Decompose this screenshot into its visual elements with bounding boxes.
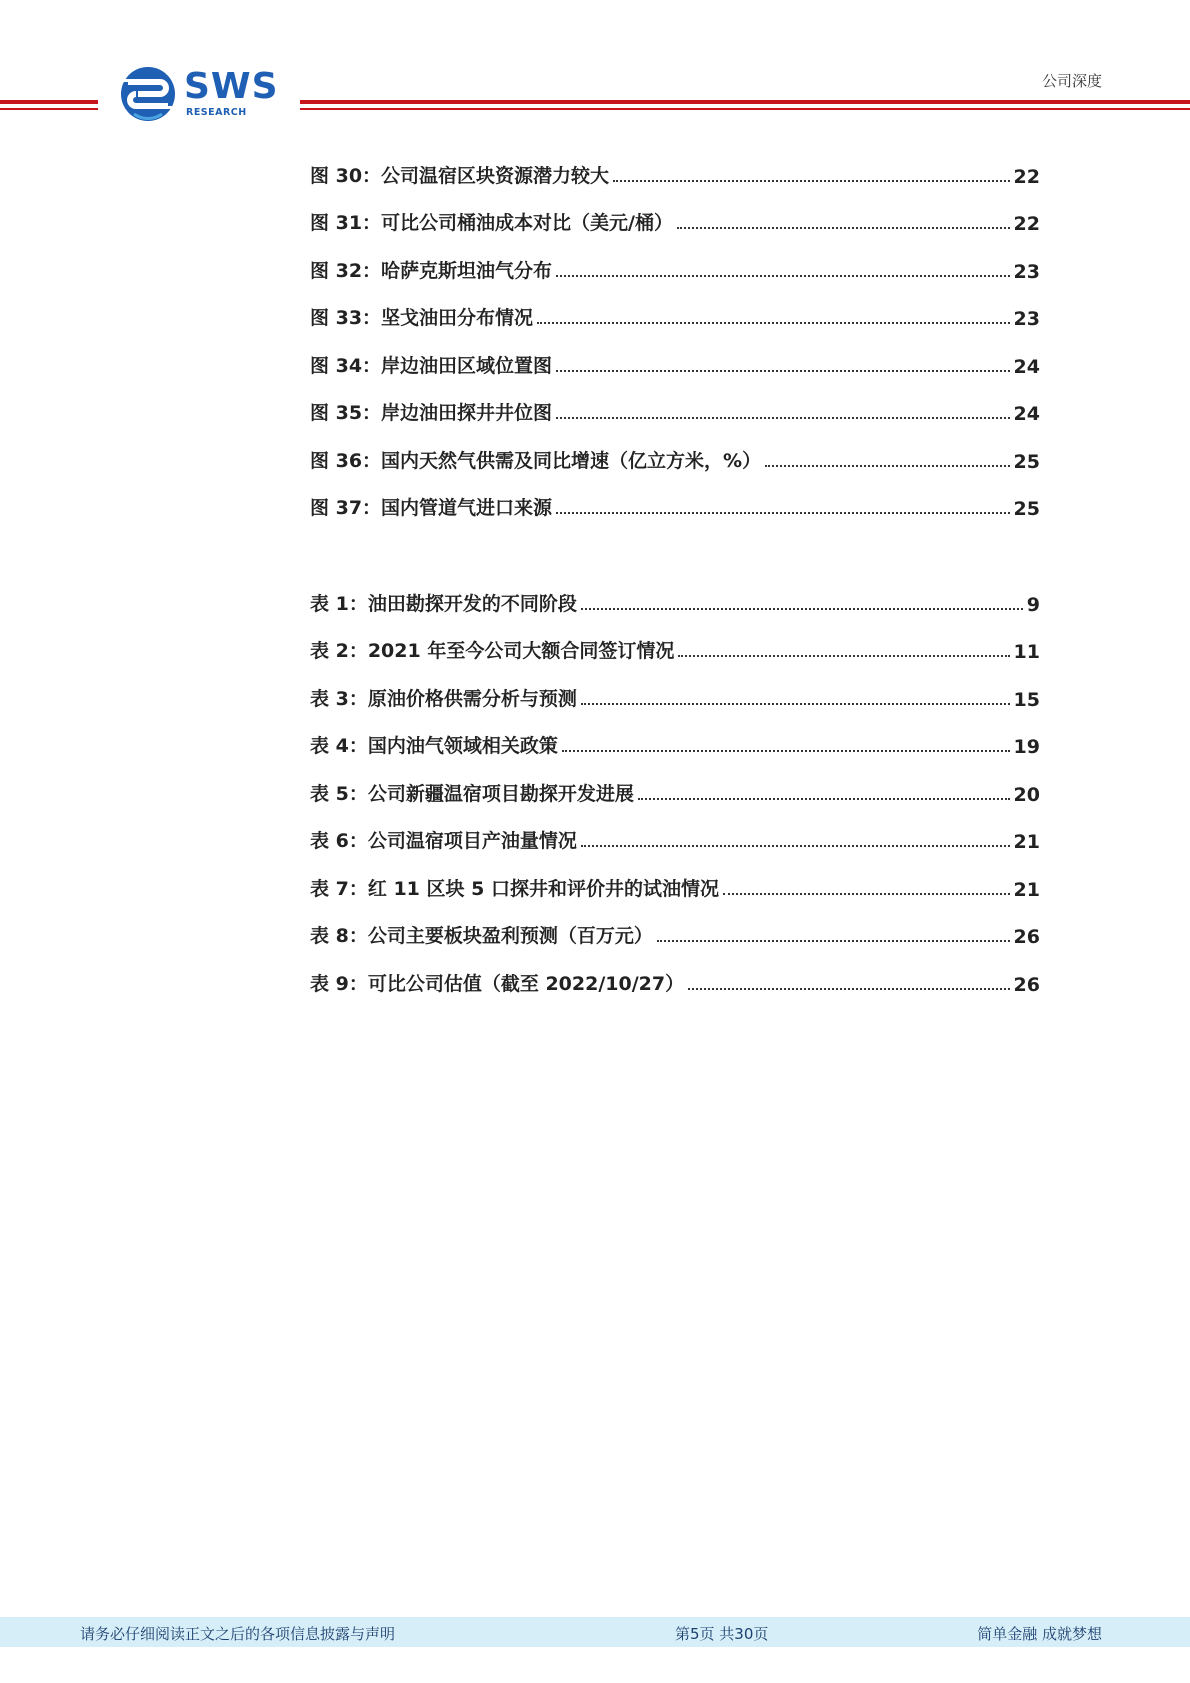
toc-dot-leader xyxy=(678,655,1009,657)
toc-dot-leader xyxy=(556,512,1009,514)
toc-entry-page: 9 xyxy=(1026,593,1040,616)
toc-entry-table-2[interactable] xyxy=(310,616,1040,664)
toc-dot-leader xyxy=(723,893,1010,895)
toc-entry-figure-30[interactable] xyxy=(310,140,1040,188)
toc-entry-table-9[interactable] xyxy=(310,948,1040,996)
toc-entry-label: 表 7：红 11 区块 5 口探井和评价井的试油情况 xyxy=(310,877,719,900)
header-rule-left xyxy=(0,100,98,104)
toc-entry-table-4[interactable] xyxy=(310,711,1040,759)
toc-dot-leader xyxy=(677,227,1010,229)
toc-entry-table-6[interactable] xyxy=(310,806,1040,854)
logo-subtext: RESEARCH xyxy=(186,107,247,118)
toc-dot-leader xyxy=(537,322,1009,324)
toc-entry-page: 24 xyxy=(1013,355,1040,378)
toc-entry-label: 表 3：原油价格供需分析与预测 xyxy=(310,687,577,710)
toc-entry-table-3[interactable] xyxy=(310,663,1040,711)
toc-entry-label: 表 6：公司温宿项目产油量情况 xyxy=(310,830,577,852)
logo-wordmark: SWS xyxy=(184,66,279,107)
toc-entry-page: 22 xyxy=(1013,213,1040,235)
toc-entry-label: 图 30：公司温宿区块资源潜力较大 xyxy=(310,164,610,187)
footer-slogan: 简单金融 成就梦想 xyxy=(977,1625,1102,1643)
toc-entry-label: 表 8：公司主要板块盈利预测（百万元） xyxy=(310,925,653,947)
sws-logo xyxy=(120,66,295,126)
toc-entry-page: 23 xyxy=(1013,308,1040,330)
header-rule-left-thin xyxy=(0,108,98,110)
toc-entry-page: 19 xyxy=(1013,736,1040,758)
toc-entry-page: 21 xyxy=(1013,878,1040,901)
footer-disclaimer: 请务必仔细阅读正文之后的各项信息披露与声明 xyxy=(80,1625,396,1643)
toc-entry-page: 24 xyxy=(1013,403,1040,425)
toc-entry-table-8[interactable] xyxy=(310,901,1040,949)
toc-dot-leader xyxy=(562,750,1010,752)
toc-entry-label: 表 5：公司新疆温宿项目勘探开发进展 xyxy=(310,782,634,805)
toc-entry-label: 表 1：油田勘探开发的不同阶段 xyxy=(310,592,577,615)
toc-dot-leader xyxy=(638,798,1010,800)
toc-dot-leader xyxy=(688,988,1009,990)
sws-logo-icon xyxy=(120,66,176,122)
toc-entry-label: 表 4：国内油气领域相关政策 xyxy=(310,735,558,757)
toc-dot-leader xyxy=(765,465,1009,467)
toc-entry-table-7[interactable] xyxy=(310,853,1040,901)
toc-entry-figure-36[interactable] xyxy=(310,425,1040,473)
toc-entry-label: 图 33：坚戈油田分布情况 xyxy=(310,307,534,329)
toc-dot-leader xyxy=(581,845,1010,847)
toc-dot-leader xyxy=(657,940,1010,942)
toc-entry-label: 图 34：岸边油田区域位置图 xyxy=(310,354,553,377)
figure-toc xyxy=(310,140,1040,520)
toc-entry-page: 11 xyxy=(1013,641,1040,663)
toc-entry-page: 26 xyxy=(1013,926,1040,948)
toc-entry-label: 图 37：国内管道气进口来源 xyxy=(310,497,553,519)
toc-entry-label: 图 32：哈萨克斯坦油气分布 xyxy=(310,259,553,282)
toc-entry-figure-31[interactable] xyxy=(310,188,1040,236)
toc-entry-figure-37[interactable] xyxy=(310,473,1040,521)
toc-dot-leader xyxy=(581,608,1023,610)
toc-entry-page: 22 xyxy=(1013,165,1040,188)
footer-page-info: 第5页 共30页 xyxy=(675,1625,769,1643)
toc-entry-label: 图 36：国内天然气供需及同比增速（亿立方米，%） xyxy=(310,449,762,472)
toc-dot-leader xyxy=(556,417,1009,419)
toc-entry-figure-32[interactable] xyxy=(310,235,1040,283)
toc-entry-figure-34[interactable] xyxy=(310,330,1040,378)
toc-entry-label: 图 31：可比公司桶油成本对比（美元/桶） xyxy=(310,212,673,234)
page-footer xyxy=(0,1617,1190,1647)
toc-entry-page: 26 xyxy=(1013,973,1040,996)
toc-entry-label: 图 35：岸边油田探井井位图 xyxy=(310,402,553,424)
toc-entry-page: 23 xyxy=(1013,260,1040,283)
toc-entry-page: 20 xyxy=(1013,783,1040,806)
toc-entry-figure-33[interactable] xyxy=(310,283,1040,331)
toc-entry-page: 25 xyxy=(1013,498,1040,520)
toc-dot-leader xyxy=(581,703,1010,705)
table-toc xyxy=(310,568,1040,996)
toc-dot-leader xyxy=(613,180,1009,182)
toc-entry-page: 25 xyxy=(1013,450,1040,473)
toc-entry-figure-35[interactable] xyxy=(310,378,1040,426)
report-type-label: 公司深度 xyxy=(1041,72,1102,90)
header-rule-right-thin xyxy=(300,108,1190,110)
toc-entry-label: 表 2：2021 年至今公司大额合同签订情况 xyxy=(310,640,675,662)
toc-entry-page: 21 xyxy=(1013,831,1040,853)
toc-entry-table-1[interactable] xyxy=(310,568,1040,616)
toc-entry-label: 表 9：可比公司估值（截至 2022/10/27） xyxy=(310,972,685,995)
toc-dot-leader xyxy=(556,275,1009,277)
toc-entry-page: 15 xyxy=(1013,688,1040,711)
toc-dot-leader xyxy=(556,370,1009,372)
header-rule-right xyxy=(300,100,1190,104)
toc-entry-table-5[interactable] xyxy=(310,758,1040,806)
